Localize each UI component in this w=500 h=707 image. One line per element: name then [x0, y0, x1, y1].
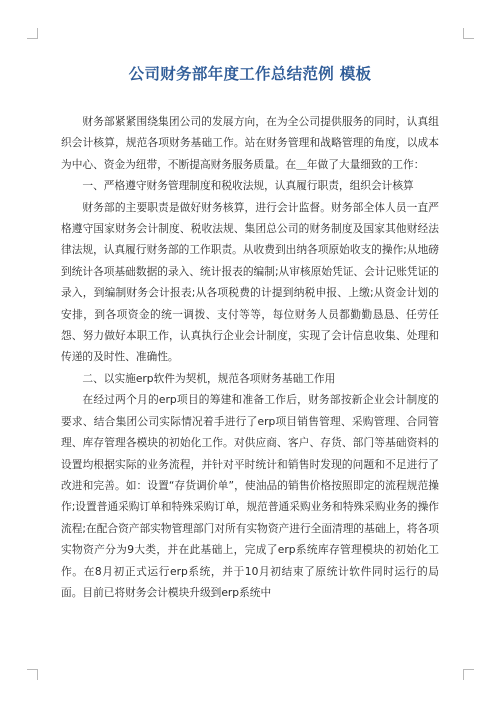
document-body	[61, 111, 439, 603]
paragraph-section-1: 财务部的主要职责是做好财务核算，进行会计监督。财务部全体人员一直严格遵守国家财务会计制度、税收法规、集团总公司的财务制度及国家其他财经法律法规，认真履行财务部的工作职责。从收费到出纳各项原始收支的操作;从地磅到统计各项基础数据的录入、统计报表的编制;从审核原始凭证、会计记账凭证的录入，到编制财务会计报表;从各项税费的计提到纳税申报、上缴;从资金计划的安排，到各项资金的统一调拨、支付等等，每位财务人员都勤勤恳恳、任劳任怨、努力做好本职工作，认真执行企业会计制度，实现了会计信息收集、处理和传递的及时性、准确性。	[61, 200, 439, 364]
page-corner-mark-bottom-left	[27, 669, 38, 680]
section-heading-2: 二、以实施erp软件为契机，规范各项财务基础工作用	[82, 371, 336, 385]
page-corner-mark-top-right	[463, 28, 474, 39]
page-corner-mark-bottom-right	[463, 669, 474, 680]
section-heading-1: 一、严格遵守财务管理制度和税收法规，认真履行职责，组织会计核算	[82, 179, 414, 193]
paragraph-intro: 财务部紧紧围绕集团公司的发展方向，在为全公司提供服务的同时，认真组织会计核算，规范各项财务基础工作。站在财务管理和战略管理的角度，以成本为中心、资金为纽带，不断提高财务服务质量。在＿年做了大量细致的工作：	[61, 115, 439, 171]
paragraph-section-2: 在经过两个月的erp项目的筹建和准备工作后，财务部按新企业会计制度的要求、结合集团公司实际情况着手进行了erp项目销售管理、采购管理、合同管理、库存管理各模块的初始化工作。对供应商、客户、存货、部门等基础资料的设置均根据实际的业务流程，并针对平时统计和销售时发现的问题和不足进行了改进和完善。如：设置“存货调价单”，使油品的销售价格按照即定的流程规范操作;设置普通采购订单和特殊采购订单，规范普通采购业务和特殊采购业务的操作流程;在配合资产部实物管理部门对所有实物资产进行全面清理的基础上，将各项实物资产分为9大类，并在此基础上，完成了erp系统库存管理模块的初始化工作。在8月初正式运行erp系统，并于10月初结束了原统计软件同时运行的局面。目前已将财务会计模块升级到erp系统中	[61, 393, 439, 599]
document-title: 公司财务部年度工作总结范例 模板	[128, 65, 372, 83]
page-corner-mark-top-left	[27, 28, 38, 39]
